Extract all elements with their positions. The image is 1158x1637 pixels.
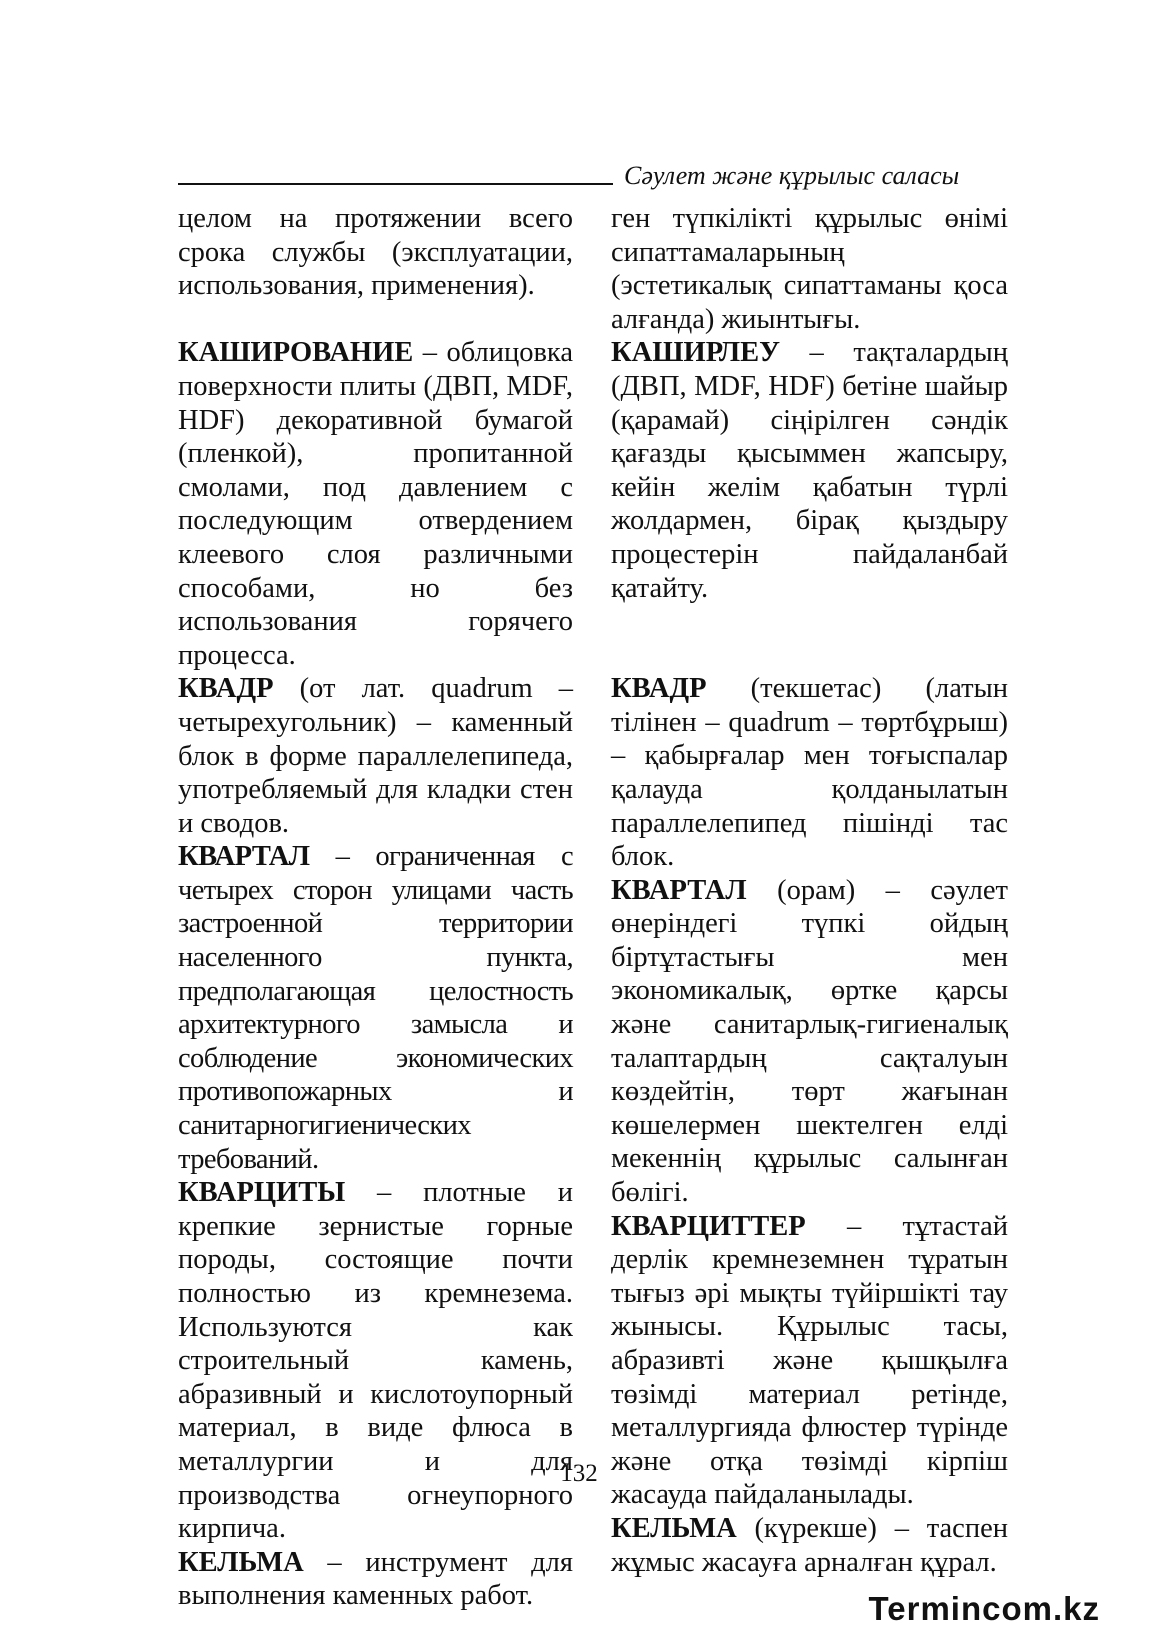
entry-kvartal-kz: [611, 874, 1008, 1210]
entry-kvadr-kz: [611, 672, 1008, 874]
entry-term: КВАРТАЛ: [611, 874, 747, 906]
entry-definition: – облицовка поверхности плиты (ДВП, MDF, HDF) декоративной бумагой (пленкой), пропитанной смолами, под давлением с последующим отвердением клеевого слоя различными способами, но без использования горячего процесса.: [178, 337, 573, 671]
entry-kashirovanie: [178, 336, 573, 672]
entry-term: КАШИРЛЕУ: [611, 337, 781, 369]
entry-term: КВАРТАЛ: [178, 841, 310, 873]
entry-definition: – инструмент для выполнения каменных работ.: [178, 1546, 573, 1612]
entry-definition: – тақталардың (ДВП, MDF, HDF) бетіне шайыр (қарамай) сіңірілген сәндік қағазды қысыммен жапсыру, кейін желім қабатын түрлі жолдармен, бірақ қыздыру процестерін пайдаланбай қатайту.: [611, 337, 1008, 604]
entry-kvartsity: [178, 1176, 573, 1546]
entry-term: КВАДР: [178, 673, 274, 705]
entry-term: КЕЛЬМА: [611, 1512, 737, 1544]
entry-continuation-right: ген түпкілікті құрылыс өнімі сипаттамаларының (эстетикалық сипаттаманы қоса алғанда) жиынтығы.: [611, 203, 1008, 335]
entry-definition: – ограниченная с четырех сторон улицами часть застроенной территории населенного пункта, предполагающая целостность архитектурного замысла и соблюдение экономических противопожарных и санитарногигиенических требований.: [178, 841, 573, 1175]
entry-term: КВАДР: [611, 673, 707, 705]
entry-term: КЕЛЬМА: [178, 1546, 304, 1578]
entry-term: КАШИРОВАНИЕ: [178, 337, 414, 369]
entry-definition: – тұтастай дерлік кремнеземнен тұратын тығыз әрі мықты түйіршікті тау жынысы. Құрылыс тасы, абразивті және қышқылға төзімді материал ретінде, металлургияда флюстер түрінде және отқа төзімді кірпіш жасауда пайдаланылады.: [611, 1210, 1008, 1511]
entry-definition: (текшетас) (латын тілінен – quadrum – төртбұрыш) – қабырғалар мен тоғыспалар қалауда қолданылатын параллелепипед пішінді тас блок.: [611, 673, 1008, 873]
running-head: Сәулет және құрылыс саласы: [624, 161, 960, 190]
entry-definition: (күрекше) – таспен жұмыс жасауға арналған құрал.: [611, 1512, 1008, 1578]
entry-term: КВАРЦИТЫ: [178, 1177, 346, 1209]
header-rule: [178, 183, 613, 185]
left-column: [178, 202, 573, 1613]
entry-definition: – плотные и крепкие зернистые горные породы, состоящие почти полностью из кремнезема. Используются как строительный камень, абразивный и кислотоупорный материал, в виде флюса в металлургии и для производства огнеупорного кирпича.: [178, 1177, 573, 1545]
entry-kvartal: [178, 840, 573, 1176]
entry-term: КВАРЦИТТЕР: [611, 1210, 806, 1242]
entry-kelma-kz: [611, 1512, 1008, 1579]
right-column: [611, 202, 1008, 1579]
watermark-logo: Termincom.kz: [868, 1590, 1100, 1627]
entry-definition: (орам) – сәулет өнеріндегі түпкі ойдың біртұтастығы мен экономикалық, өртке қарсы және санитарлық-гигиеналық талаптардың сақталуын көздейтін, төрт жағынан көшелермен шектелген елді мекеннің құрылыс салынған бөлігі.: [611, 874, 1008, 1209]
entry-continuation-left: целом на протяжении всего срока службы (эксплуатации, использования, применения).: [178, 203, 573, 302]
entry-kvadr: [178, 672, 573, 840]
entry-kelma: [178, 1546, 573, 1613]
entry-kashirleu: [611, 336, 1008, 605]
page-number: 132: [560, 1460, 598, 1487]
entry-definition: (от лат. quadrum – четырехугольник) – каменный блок в форме параллелепипеда, употребляемый для кладки стен и сводов.: [178, 673, 573, 839]
